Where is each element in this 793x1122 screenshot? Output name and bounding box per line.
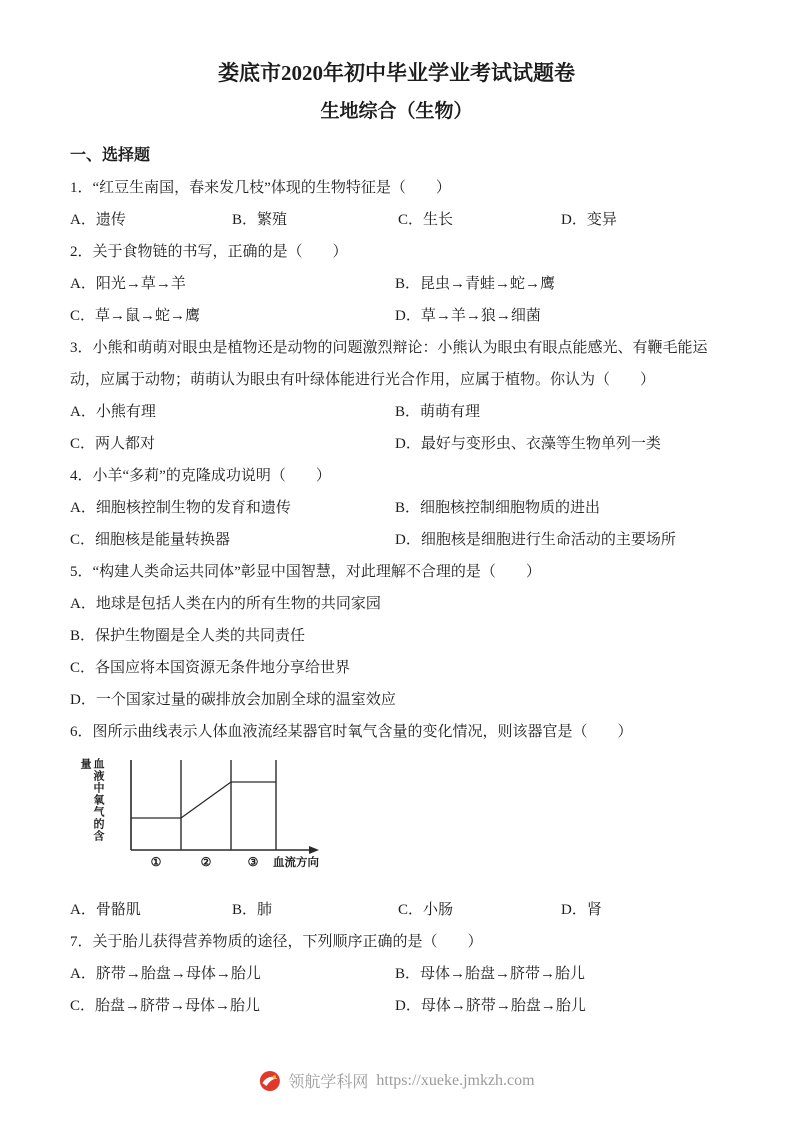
option-b: B．细胞核控制细胞物质的进出 (395, 500, 601, 516)
option-c: C．两人都对 (70, 436, 156, 452)
question-4-options (70, 492, 723, 556)
option-c: C．细胞核是能量转换器 (70, 532, 231, 548)
question-2-text: 2．关于食物链的书写，正确的是（ ） (70, 244, 348, 260)
question-7 (70, 926, 723, 1022)
option-d: D．母体→脐带→胎盘→胎儿 (395, 998, 586, 1014)
question-4 (70, 460, 723, 556)
option-c: C．生长 (398, 212, 454, 228)
option-b: B．母体→胎盘→脐带→胎儿 (395, 966, 586, 982)
q6-oxygen-curve-figure (78, 754, 723, 892)
option-a: A．脐带→胎盘→母体→胎儿 (70, 966, 261, 982)
figure-y-axis-label: 血液中氧气的含量 (79, 758, 104, 842)
option-d: D．草→羊→狼→细菌 (395, 308, 541, 324)
option-b: B．肺 (232, 902, 273, 918)
x-axis-arrow-icon (309, 846, 319, 854)
option-a: A．阳光→草→羊 (70, 276, 186, 292)
exam-subtitle: 生地综合（生物） (320, 101, 473, 122)
option-b: B．昆虫→青蛙→蛇→鹰 (395, 276, 556, 292)
question-1-text: 1．“红豆生南国，春来发几枝”体现的生物特征是（ ） (70, 180, 451, 196)
option-c: C．草→鼠→蛇→鹰 (70, 308, 201, 324)
option-d: D．变异 (561, 212, 617, 228)
option-c: C．胎盘→脐带→母体→胎儿 (70, 998, 261, 1014)
option-a: A．骨骼肌 (70, 902, 141, 918)
oxygen-curve (131, 782, 276, 818)
option-a: A．地球是包括人类在内的所有生物的共同家园 (70, 596, 381, 612)
question-7-text: 7．关于胎儿获得营养物质的途径，下列顺序正确的是（ ） (70, 934, 483, 950)
option-a: A．小熊有理 (70, 404, 156, 420)
question-6 (70, 716, 723, 926)
exam-title: 娄底市2020年初中毕业学业考试试题卷 (218, 61, 575, 85)
q6-line-chart (106, 754, 341, 879)
region-label-2: ② (200, 855, 212, 869)
footer-site-name: 领航学科网 (288, 1074, 369, 1091)
question-5 (70, 556, 723, 716)
option-b: B．萌萌有理 (395, 404, 481, 420)
footer-url: https://xueke.jmkzh.com (376, 1071, 535, 1089)
question-4-text: 4．小羊“多莉”的克隆成功说明（ ） (70, 468, 331, 484)
option-d: D．细胞核是细胞进行生命活动的主要场所 (395, 532, 676, 548)
question-3 (70, 332, 723, 460)
figure-x-axis-label: 血流方向 (273, 857, 319, 869)
site-logo-icon (258, 1070, 280, 1092)
question-5-options (70, 588, 723, 716)
option-b: B．保护生物圈是全人类的共同责任 (70, 628, 306, 644)
question-2-options (70, 268, 723, 332)
question-1 (70, 172, 723, 236)
option-a: A．遗传 (70, 212, 126, 228)
option-c: C．小肠 (398, 902, 454, 918)
region-label-3: ③ (247, 855, 259, 869)
option-b: B．繁殖 (232, 212, 288, 228)
question-6-options (70, 894, 723, 926)
question-3-options (70, 396, 723, 460)
section-heading: 一、选择题 (70, 147, 151, 164)
question-7-options (70, 958, 723, 1022)
footer-watermark (258, 1069, 534, 1092)
region-label-1: ① (150, 855, 162, 869)
question-6-text: 6．图所示曲线表示人体血液流经某器官时氧气含量的变化情况，则该器官是（ ） (70, 724, 633, 740)
question-3-text: 3．小熊和萌萌对眼虫是植物还是动物的问题激烈辩论：小熊认为眼虫有眼点能感光、有鞭毛能运动，应属于动物；萌萌认为眼虫有叶绿体能进行光合作用，应属于植物。你认为（ ） (70, 340, 708, 388)
option-d: D．一个国家过量的碳排放会加剧全球的温室效应 (70, 692, 396, 708)
option-d: D．最好与变形虫、衣藻等生物单列一类 (395, 436, 661, 452)
option-c: C．各国应将本国资源无条件地分享给世界 (70, 660, 351, 676)
question-5-text: 5．“构建人类命运共同体”彰显中国智慧，对此理解不合理的是（ ） (70, 564, 541, 580)
option-d: D．肾 (561, 902, 602, 918)
question-1-options (70, 204, 723, 236)
option-a: A．细胞核控制生物的发育和遗传 (70, 500, 291, 516)
question-2 (70, 236, 723, 332)
